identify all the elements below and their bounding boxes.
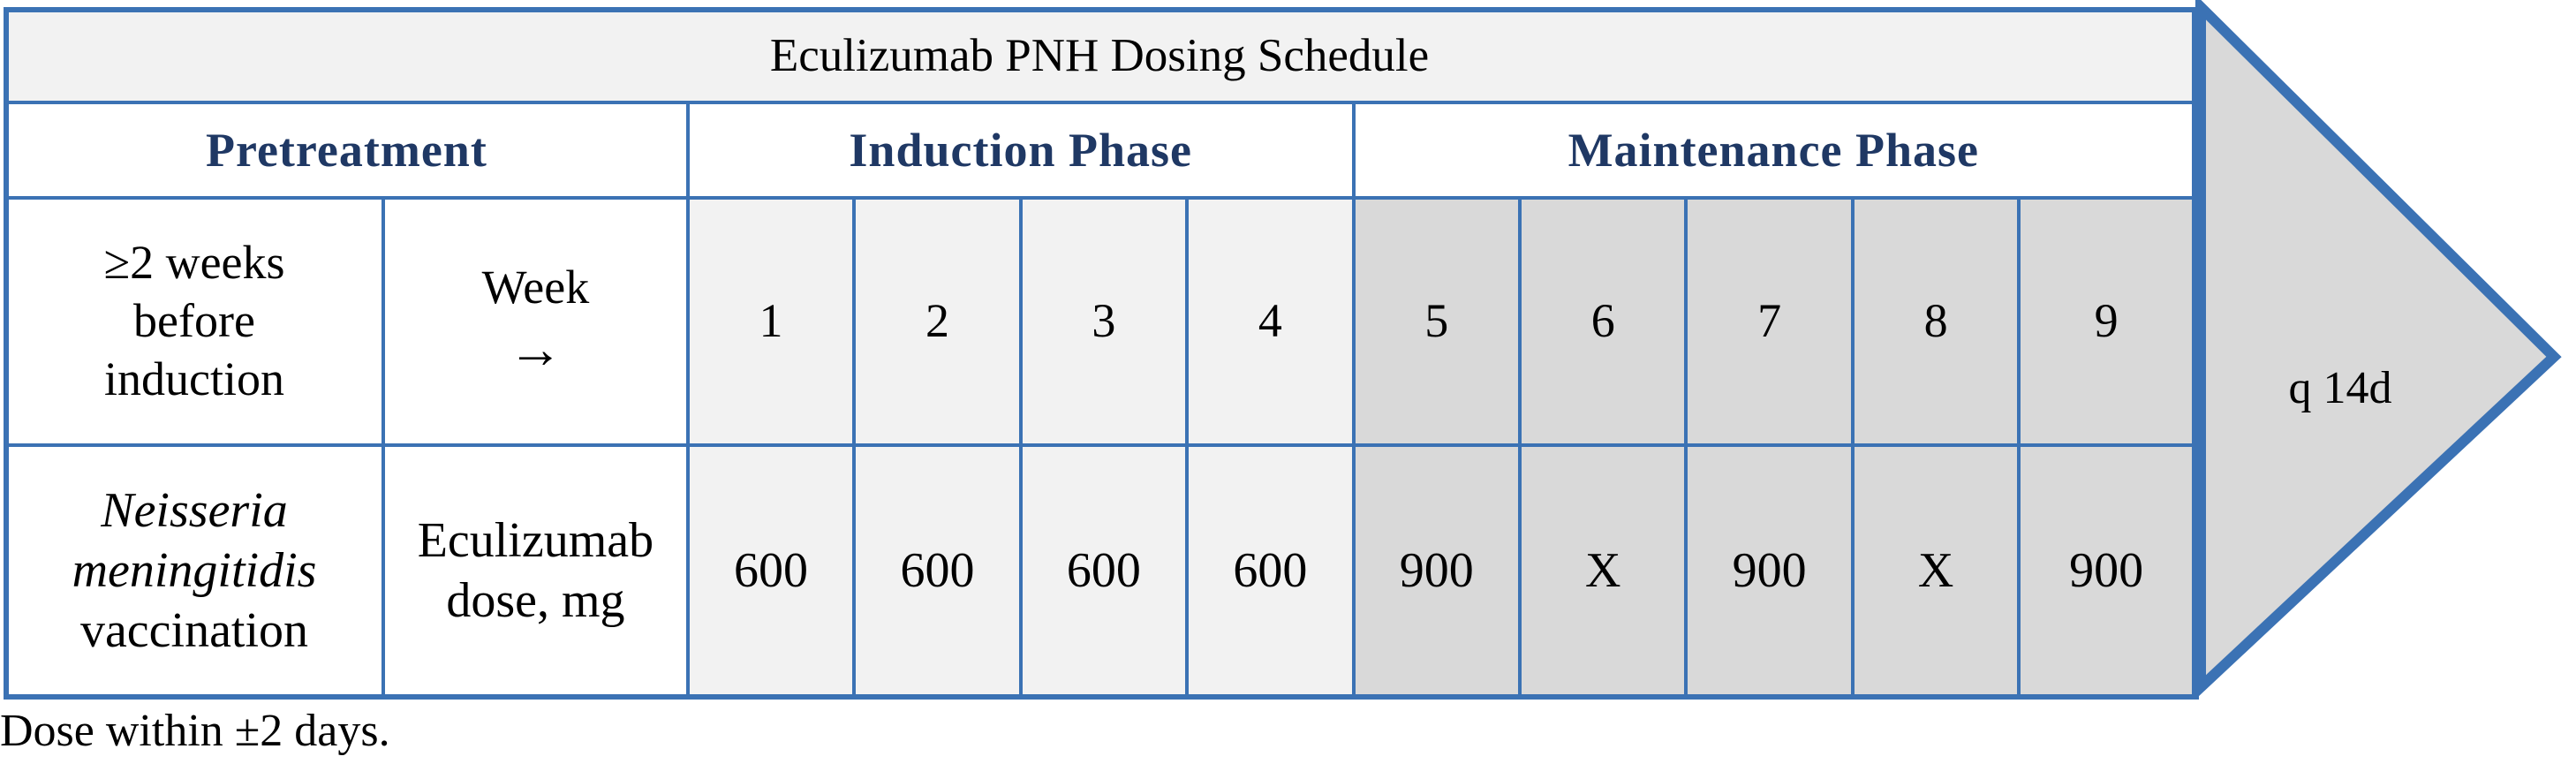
timing-line: before (133, 294, 255, 348)
week-cell: 4 (1187, 198, 1353, 445)
timing-line: ≥2 weeks (103, 236, 285, 290)
week-cell: 1 (688, 198, 854, 445)
week-cell: 9 (2019, 198, 2194, 445)
dose-label-cell (383, 445, 688, 696)
dose-cell: 600 (854, 445, 1020, 696)
week-cell: 3 (1021, 198, 1187, 445)
dose-label: Eculizumab (417, 512, 654, 568)
week-cell: 5 (1354, 198, 1520, 445)
dose-unit-label: dose, mg (446, 573, 625, 628)
dose-cell: X (1853, 445, 2019, 696)
phase-row (5, 102, 2194, 198)
pretreatment-timing-cell (5, 198, 383, 445)
dose-cell: 600 (688, 445, 854, 696)
vaccination-line: Neisseria (101, 482, 288, 538)
dose-cell: X (1520, 445, 1686, 696)
schedule-title: Eculizumab PNH Dosing Schedule (5, 9, 2194, 102)
week-cell: 8 (1853, 198, 2019, 445)
dose-cell: 600 (1021, 445, 1187, 696)
vaccination-cell (5, 445, 383, 696)
vaccination-line: meningitidis (72, 542, 317, 598)
week-label: Week (481, 261, 590, 314)
week-cell: 6 (1520, 198, 1686, 445)
dose-cell: 900 (1686, 445, 1852, 696)
schedule-table (4, 7, 2195, 698)
footnote: Dose within ±2 days. (0, 706, 390, 756)
week-cell: 2 (854, 198, 1020, 445)
dose-cell: 900 (1354, 445, 1520, 696)
dose-row (5, 445, 2194, 696)
week-cell: 7 (1686, 198, 1852, 445)
phase-maintenance: Maintenance Phase (1354, 102, 2194, 198)
week-label-cell (383, 198, 688, 445)
schedule-table-wrap (4, 7, 2195, 696)
title-row (5, 9, 2194, 102)
dose-cell: 900 (2019, 445, 2194, 696)
dose-cell: 600 (1187, 445, 1353, 696)
continuation-label: q 14d (2288, 363, 2392, 413)
phase-pretreatment: Pretreatment (5, 102, 688, 198)
phase-induction: Induction Phase (688, 102, 1354, 198)
timing-line: induction (104, 352, 284, 405)
right-arrow-icon: → (508, 320, 563, 381)
continuation-arrow-icon (2188, 0, 2576, 698)
week-row (5, 198, 2194, 445)
vaccination-line: vaccination (79, 603, 309, 659)
